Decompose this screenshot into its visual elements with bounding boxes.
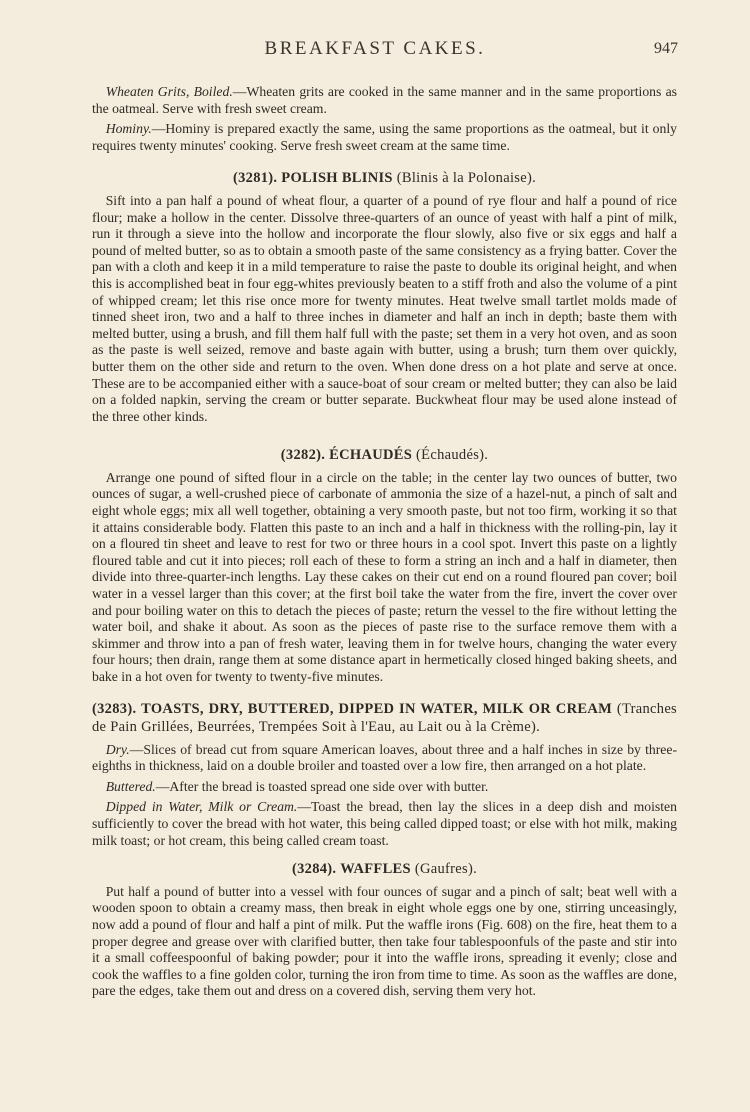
paragraph-lead: Hominy. [105,121,152,137]
paragraph-lead: Buttered. [105,778,156,794]
recipe-heading-3284 [92,861,677,878]
recipe-paragraph [92,884,677,1000]
page-header [0,38,750,62]
recipe-number: (3284). [291,861,337,878]
paragraph-text: —Wheaten grits are cooked in the same manner and in the same proportions as the oatmeal. Serve with fresh sweet cream. [92,84,677,116]
paragraph-text: Arrange one pound of sifted flour in a circle on the table; in the center lay two ounces of butter, two ounces of sugar, a well-crushed piece of carbonate of ammonia the size of a hazel-nut, a pinch of salt and eight whole eggs; mix all well together, obtaining a very smooth paste, but not too firm, working it so that it attains considerable body. Flatten this paste to an inch and a half in thickness with the rolling-pin, lay it on a floured tin sheet and leave to rest for two or three hours in a cool spot. Invert this paste on a lightly floured table and cut it into pieces; roll each of these to form a string an inch and a half in diameter, then divide into three-quarter-inch lengths. Lay these cakes on their cut end on a round floured pan cover; boil water in a vessel larger than this cover; at the first boil take the water from the fire, invert the cover over and pour boiling water on this to detach the pieces of paste; return the vessel to the fire without letting the water boil, and shake it about. As soon as the pieces of paste rise to the surface remove them with a skimmer and throw into a pan of fresh water, leaving them in for twelve hours, changing the water every four hours; then drain, range them at some distance apart in hermetically closed hinged baking sheets, and bake in a hot oven for twenty to twenty-five minutes. [92,469,677,684]
recipe-number: (3282). [280,447,326,464]
recipe-paragraph [92,799,677,849]
paragraph-text: —After the bread is toasted spread one side over with butter. [155,778,489,794]
paragraph-text: Put half a pound of butter into a vessel with four ounces of sugar and a pinch of salt; beat well with a wooden spoon to obtain a creamy mass, then break in eight whole eggs one by one, stirring unceasingly, now add a pound of flour and half a pint of milk. Put the waffle irons (Fig. 608) on the fire, heat them to a proper degree and grease over with clarified butter, then take four tablespoonfuls of the paste and stir into it a small coffeespoonful of baking powder; pour it into the waffle irons, spreading it evenly; close and cook the waffles to a fine golden color, turning the iron from time to time. As soon as the waffles are done, pare the edges, take them out and dress on a covered dish, serving them very hot. [92,883,677,999]
paragraph-lead: Wheaten Grits, Boiled. [105,84,233,99]
recipe-number: (3283). [92,700,137,717]
paragraph-text: Sift into a pan half a pound of wheat flour, a quarter of a pound of rye flour and half a pound of rice flour; make a hollow in the center. Dissolve three-quarters of an ounce of yeast with half a pint of milk, run it through a sieve into the hollow and incorporate the flour slowly, also five or six eggs and half a pound of melted butter, so as to obtain a smooth paste of the same consistency as a frying batter. Cover the pan with a cloth and keep it in a mild temperature to raise the paste to double its original height, and when this is accomplished beat in four egg-whites previously beaten to a stiff froth and also the volume of a pint of whipped cream; let this rise once more for twenty minutes. Heat twelve small tartlet molds made of tinned sheet iron, two and a half to three inches in diameter and half an inch in depth; baste them with melted butter, using a brush, and fill them half full with the paste; set them in a very hot oven, and as soon as the paste is well seized, remove and baste again with butter, using a brush; turn them over quickly, butter them on the other side and return to the oven. When done dress on a hot plate and serve at once. These are to be accompanied either with a sauce-boat of sour cream or melted butter; they can also be laid on a folded napkin, serving the cream or butter separate. Buckwheat flour may be used alone instead of the three other kinds. [92,192,677,424]
intro-paragraph [92,121,677,154]
recipe-french-title: (Échaudés). [416,447,489,464]
recipe-french-title: (Blinis à la Polonaise). [396,170,537,187]
page-body [92,84,677,1004]
page-number: 947 [654,40,678,57]
recipe-number: (3281). [232,170,278,187]
recipe-heading-3282 [92,447,677,464]
recipe-paragraph [92,193,677,425]
intro-paragraph [92,84,677,117]
recipe-french-title: (Gaufres). [414,861,478,878]
recipe-french-title: (Tranches de Pain Grillées, Beurrées, Trempées Soit à l'Eau, au Lait ou à la Crème). [92,700,677,735]
recipe-heading-3283 [92,700,677,736]
recipe-title: TOASTS, DRY, BUTTERED, DIPPED IN WATER, MILK OR CREAM [141,700,613,717]
recipe-title: WAFFLES [340,861,411,878]
paragraph-text: —Slices of bread cut from square American loaves, about three and a half inches in size by three-eighths in thickness, laid on a double broiler and toasted over a low fire, then arranged on a hot plate. [92,741,677,774]
recipe-paragraph [92,742,677,775]
running-title: BREAKFAST CAKES. [264,38,486,59]
recipe-title: POLISH BLINIS [281,170,393,187]
paragraph-text: —Hominy is prepared exactly the same, using the same proportions as the oatmeal, but it only requires twenty minutes' cooking. Serve fresh sweet cream at the same time. [92,121,677,153]
paragraph-text: —Toast the bread, then lay the slices in a deep dish and moisten sufficiently to cover the bread with hot water, this being called dipped toast; or else with hot milk, making milk toast; or hot cream, this being called cream toast. [92,799,677,848]
paragraph-lead: Dipped in Water, Milk or Cream. [105,799,298,815]
recipe-paragraph [92,470,677,686]
paragraph-lead: Dry. [105,741,130,757]
recipe-heading-3281 [92,170,677,187]
recipe-paragraph [92,779,677,796]
recipe-title: ÉCHAUDÉS [329,447,413,464]
